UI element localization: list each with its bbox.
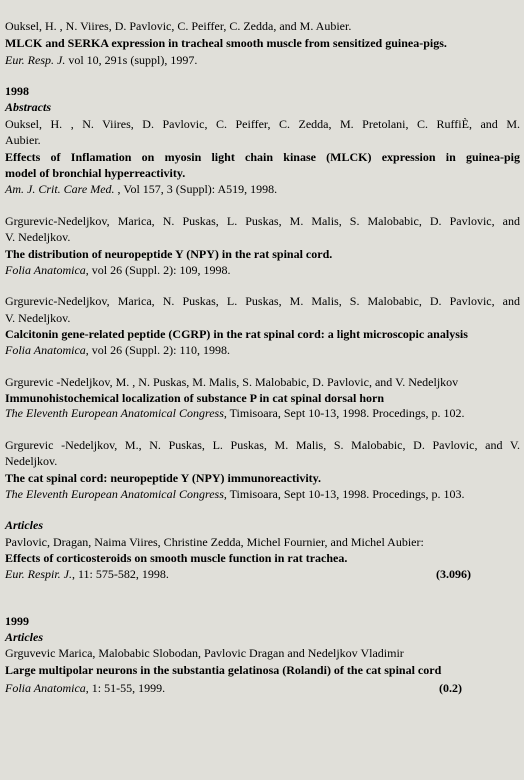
entry-title: Immunohistochemical localization of substance P in cat spinal dorsal horn <box>5 391 385 405</box>
entry-title: Large multipolar neurons in the substantia gelatinosa (Rolandi) of the cat spinal cord <box>5 663 442 677</box>
entry-title: The distribution of neuropeptide Y (NPY) in the rat spinal cord. <box>5 247 333 261</box>
entry-journal: Eur. Resp. J. <box>5 53 66 67</box>
entry-source <box>5 487 520 502</box>
entry-authors: Ouksel, H. , N. Viires, D. Pavlovic, C. Peiffer, C. Zedda, and M. Aubier. <box>5 19 352 33</box>
entry-source <box>5 263 520 278</box>
entry-authors: Aubier. <box>5 133 41 147</box>
entry-title: Effects of Inflamation on myosin light chain kinase (MLCK) expression in guinea-pig <box>5 150 520 164</box>
entry-authors: Grgurevic-Nedeljkov, Marica, N. Puskas, L. Puskas, M. Malis, S. Malobabic, D. Pavlovic, and <box>5 294 520 308</box>
section-label-articles: Articles <box>5 630 43 644</box>
entry-source-details: , vol 26 (Suppl. 2): 110, 1998. <box>85 343 231 357</box>
entry-source-details: vol 10, 291s (suppl), 1997. <box>65 53 198 67</box>
entry-authors: Grguvevic Marica, Malobabic Slobodan, Pavlovic Dragan and Nedeljkov Vladimir <box>5 646 404 660</box>
entry-source-details: , Timisoara, Sept 10-13, 1998. Procedings, p. 103. <box>223 487 465 501</box>
entry-journal: The Eleventh European Anatomical Congress <box>5 487 224 501</box>
entry-journal: Am. J. Crit. Care Med. <box>5 182 115 196</box>
impact-factor: (3.096) <box>436 567 471 581</box>
entry-source-details: , Timisoara, Sept 10-13, 1998. Procedings, p. 102. <box>223 406 465 420</box>
entry-authors: V. Nedeljkov. <box>5 311 71 325</box>
impact-factor: (0.2) <box>439 681 462 695</box>
entry-journal: Eur. Respir. J. <box>5 567 72 581</box>
entry-title: Effects of corticosteroids on smooth muscle function in rat trachea. <box>5 551 348 565</box>
entry-authors: Grgurevic -Nedeljkov, M., N. Puskas, L. Puskas, M. Malis, S. Malobabic, D. Pavlovic, and V. <box>5 438 520 452</box>
entry-source-details: , 1: 51-55, 1999. <box>85 681 166 695</box>
entry-authors: Grgurevic-Nedeljkov, Marica, N. Puskas, L. Puskas, M. Malis, S. Malobabic, D. Pavlovic, and <box>5 214 520 228</box>
section-label-abstracts: Abstracts <box>5 100 52 114</box>
entry-source <box>5 406 520 421</box>
entry-title: model of bronchial hyperreactivity. <box>5 166 186 180</box>
entry-journal: The Eleventh European Anatomical Congress <box>5 406 224 420</box>
entry-authors: Pavlovic, Dragan, Naima Viires, Christine Zedda, Michel Fournier, and Michel Aubier: <box>5 535 424 549</box>
entry-authors: V. Nedeljkov. <box>5 230 71 244</box>
year-heading: 1998 <box>5 84 29 98</box>
year-heading: 1999 <box>5 614 29 628</box>
entry-authors: Grgurevic -Nedeljkov, M. , N. Puskas, M. Malis, S. Malobabic, D. Pavlovic, and V. Nedeljkov <box>5 375 459 389</box>
entry-authors: Ouksel, H. , N. Viires, D. Pavlovic, C. Peiffer, C. Zedda, M. Pretolani, C. RuffiÈ, and M. <box>5 117 520 131</box>
entry-source <box>5 182 520 197</box>
entry-journal: Folia Anatomica <box>5 343 86 357</box>
entry-source <box>5 343 520 358</box>
entry-title: Calcitonin gene-related peptide (CGRP) in the rat spinal cord: a light microscopic analysis <box>5 327 468 341</box>
entry-title: MLCK and SERKA expression in tracheal smooth muscle from sensitized guinea-pigs. <box>5 36 447 50</box>
entry-journal: Folia Anatomica <box>5 681 86 695</box>
entry-source-details: , Vol 157, 3 (Suppl): A519, 1998. <box>114 182 278 196</box>
entry-source-details: , vol 26 (Suppl. 2): 109, 1998. <box>85 263 231 277</box>
section-label-articles: Articles <box>5 518 43 532</box>
entry-journal: Folia Anatomica <box>5 263 86 277</box>
entry-authors: Nedeljkov. <box>5 454 58 468</box>
entry-source <box>5 53 520 68</box>
entry-title: The cat spinal cord: neuropeptide Y (NPY) immunoreactivity. <box>5 471 321 485</box>
entry-source-details: , 11: 575-582, 1998. <box>72 567 169 581</box>
